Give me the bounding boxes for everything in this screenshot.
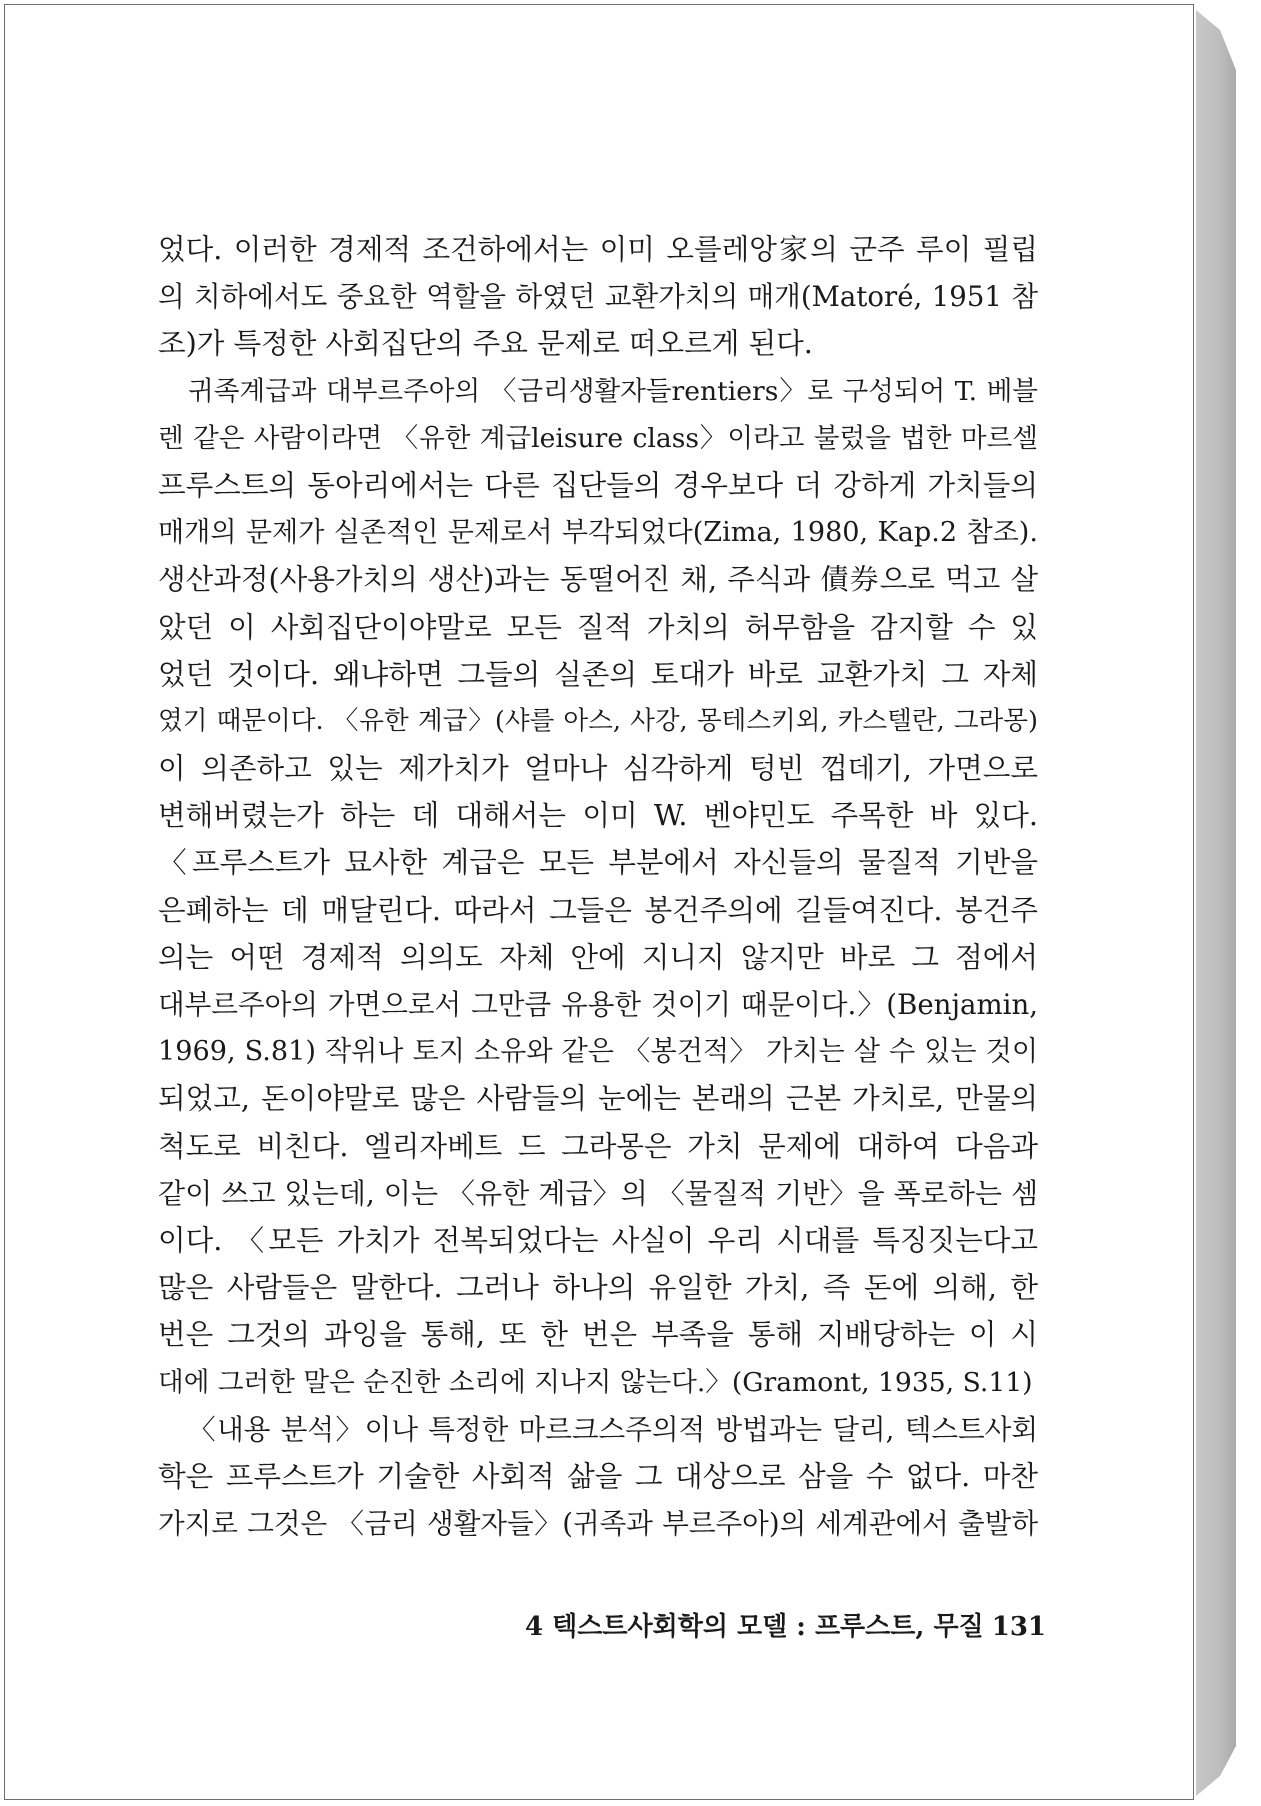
text-line: 었던 것이다. 왜냐하면 그들의 실존의 토대가 바로 교환가치 그 자체 — [158, 656, 1038, 691]
text-line: 조)가 특정한 사회집단의 주요 문제로 떠오르게 된다. — [158, 326, 813, 361]
text-line: 대부르주아의 가면으로서 그만큼 유용한 것이기 때문이다.〉(Benjamin, — [158, 988, 1038, 1021]
text-line: 이 의존하고 있는 제가치가 얼마나 심각하게 텅빈 껍데기, 가면으로 — [158, 751, 1038, 786]
text-line: 학은 프루스트가 기술한 사회적 삶을 그 대상으로 삼을 수 없다. 마찬 — [158, 1458, 1038, 1493]
text-line: 었다. 이러한 경제적 조건하에서는 이미 오를레앙家의 군주 루이 필립 — [158, 232, 1038, 266]
text-line: 척도로 비친다. 엘리자베트 드 그라몽은 가치 문제에 대하여 다음과 — [158, 1128, 1038, 1163]
text-line: 귀족계급과 대부르주아의 〈금리생활자들rentiers〉로 구성되어 T. 베블 — [188, 375, 1038, 407]
text-line: 되었고, 돈이야말로 많은 사람들의 눈에는 본래의 근본 가치로, 만물의 — [158, 1081, 1038, 1116]
body-text — [158, 226, 1038, 1547]
text-line: 매개의 문제가 실존적인 문제로서 부각되었다(Zima, 1980, Kap.2 참조). — [158, 517, 1038, 549]
running-footer — [525, 1606, 1047, 1643]
text-line: 의 치하에서도 중요한 역할을 하였던 교환가치의 매개(Matoré, 1951 참 — [158, 280, 1038, 314]
text-line: 〈프루스트가 묘사한 계급은 모든 부분에서 자신들의 물질적 기반을 — [158, 845, 1038, 880]
text-line: 프루스트의 동아리에서는 다른 집단들의 경우보다 더 강하게 가치들의 — [158, 467, 1038, 502]
text-line: 였기 때문이다. 〈유한 계급〉(샤를 아스, 사강, 몽테스키외, 카스텔란, 그라몽) — [158, 705, 1038, 736]
text-line: 많은 사람들은 말한다. 그러나 하나의 유일한 가치, 즉 돈에 의해, 한 — [158, 1270, 1038, 1305]
text-line: 이다. 〈모든 가치가 전복되었다는 사실이 우리 시대를 특징짓는다고 — [158, 1222, 1038, 1257]
page-edge-shadow — [1196, 10, 1236, 1796]
text-line: 번은 그것의 과잉을 통해, 또 한 번은 부족을 통해 지배당하는 이 시 — [158, 1317, 1038, 1352]
chapter-title: 4 텍스트사회학의 모델 : 프루스트, 무질 — [525, 1612, 984, 1642]
text-line: 〈내용 분석〉이나 특정한 마르크스주의적 방법과는 달리, 텍스트사회 — [188, 1412, 1038, 1446]
text-line: 같이 쓰고 있는데, 이는 〈유한 계급〉의 〈물질적 기반〉을 폭로하는 셈 — [158, 1176, 1039, 1210]
text-line: 았던 이 사회집단이야말로 모든 질적 가치의 허무함을 감지할 수 있 — [158, 609, 1038, 644]
text-line: 의는 어떤 경제적 의의도 자체 안에 지니지 않지만 바로 그 점에서 — [158, 939, 1038, 974]
text-line: 1969, S.81) 작위나 토지 소유와 같은 〈봉건적〉 가치는 살 수 있는 것이 — [158, 1036, 1038, 1068]
text-line: 대에 그러한 말은 순진한 소리에 지나지 않는다.〉(Gramont, 1935, S.11) — [158, 1366, 1033, 1398]
text-line: 변해버렸는가 하는 데 대해서는 이미 W. 벤야민도 주목한 바 있다. — [158, 798, 1038, 833]
text-line: 생산과정(사용가치의 생산)과는 동떨어진 채, 주식과 債券으로 먹고 살 — [158, 562, 1038, 597]
page-number: 131 — [991, 1612, 1047, 1642]
text-line: 렌 같은 사람이라면 〈유한 계급leisure class〉이라고 불렀을 법한 마르셀 — [158, 422, 1038, 454]
text-line: 은폐하는 데 매달린다. 따라서 그들은 봉건주의에 길들여진다. 봉건주 — [158, 892, 1038, 927]
text-line: 가지로 그것은 〈금리 생활자들〉(귀족과 부르주아)의 세계관에서 출발하 — [158, 1507, 1038, 1541]
